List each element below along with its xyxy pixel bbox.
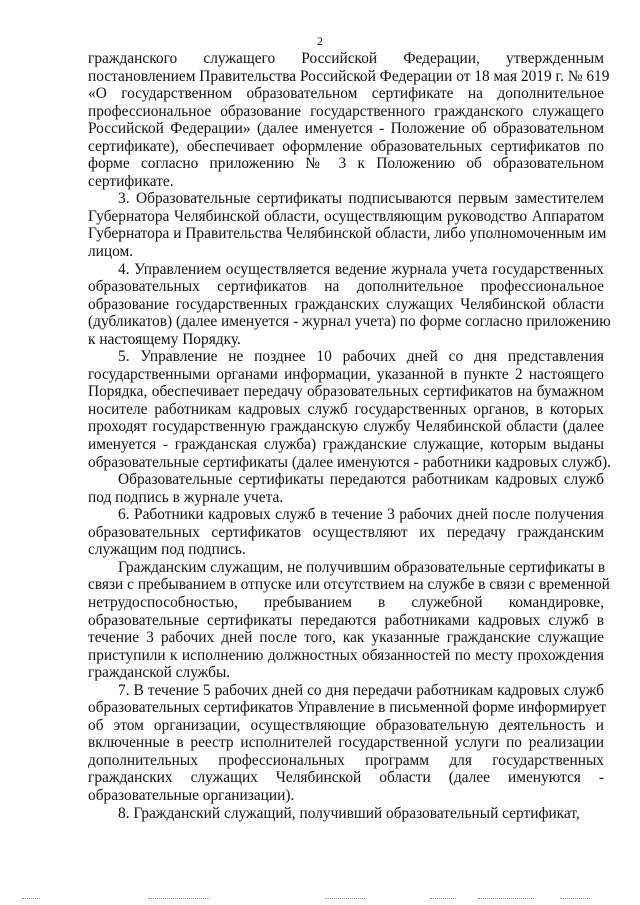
text-line: (дубликатов) (далее именуется - журнал учета) по форме согласно приложению	[88, 313, 611, 331]
text-line: государственными органами информации, указанной в пункте 2 настоящего	[88, 365, 604, 383]
text-line: Губернатора и Правительства Челябинской области, либо уполномоченным им	[88, 225, 607, 243]
paragraph	[88, 348, 611, 471]
text-line: образовательных сертификатов осуществляют их передачу гражданским	[88, 523, 604, 541]
text-line: 5. Управление не позднее 10 рабочих дней со дня представления	[118, 348, 604, 366]
text-line: служащим под подпись.	[88, 541, 246, 559]
page-number: 2	[317, 34, 323, 48]
text-line: нетрудоспособностью, пребыванием в служебной командировке,	[88, 593, 604, 611]
text-line: образовательные сертификаты передаются работниками кадровых служб в	[88, 611, 604, 629]
document-body	[88, 50, 611, 822]
text-line: сертификате.	[88, 172, 174, 190]
paragraph	[88, 190, 607, 261]
text-line: образовательных сертификатов Управление в письменной форме информирует	[88, 699, 607, 717]
text-line: Российской Федерации» (далее именуется - Положение об образовательном	[88, 120, 604, 138]
text-line: 8. Гражданский служащий, получивший образовательный сертификат,	[118, 804, 580, 822]
paragraph	[88, 558, 610, 682]
scan-edge-artifacts	[0, 895, 640, 901]
text-line: 3. Образовательные сертификаты подписываются первым заместителем	[118, 190, 604, 208]
paragraph	[88, 506, 604, 559]
text-line: к настоящему Порядку.	[88, 330, 241, 348]
paragraph	[88, 805, 604, 823]
text-line: Гражданским служащим, не получившим образовательные сертификаты в	[118, 558, 606, 576]
text-line: связи с пребыванием в отпуске или отсутствием на службе в связи с временной	[88, 576, 610, 594]
text-line: приступили к исполнению должностных обязанностей по месту прохождения	[88, 646, 604, 664]
text-line: 7. В течение 5 рабочих дней со дня передачи работникам кадровых служб	[118, 681, 604, 699]
paragraph	[88, 681, 607, 805]
text-line: гражданского служащего Российской Федерации, утвержденным	[88, 50, 604, 67]
text-line: включенные в реестр исполнителей государственной услуги по реализации	[88, 734, 604, 752]
text-line: 4. Управлением осуществляется ведение журнала учета государственных	[118, 260, 604, 278]
text-line: лицом.	[88, 243, 134, 261]
text-line: постановлением Правительства Российской Федерации от 18 мая 2019 г. № 619	[88, 67, 610, 85]
text-line: об этом организации, осуществляющие образовательную деятельность и	[88, 716, 604, 734]
text-line: Образовательные сертификаты передаются работникам кадровых служб	[118, 471, 604, 489]
text-line: гражданских служащих Челябинской области (далее именуются -	[88, 769, 604, 787]
text-line: Порядка, обеспечивает передачу образовательных сертификатов на бумажном	[88, 383, 604, 401]
text-line: 6. Работники кадровых служб в течение 3 рабочих дней после получения	[118, 506, 604, 524]
text-line: «О государственном образовательном сертификате на дополнительное	[88, 85, 604, 103]
text-line: именуется - гражданская служба) гражданские служащие, которым выданы	[88, 436, 604, 454]
text-line: под подпись в журнале учета.	[88, 488, 284, 506]
text-line: дополнительных профессиональных программ для государственных	[88, 751, 604, 769]
paragraph	[88, 260, 611, 349]
text-line: образование государственных гражданских служащих Челябинской области	[88, 295, 604, 313]
text-line: течение 3 рабочих дней после того, как указанные гражданские служащие	[88, 629, 604, 647]
text-line: носителе работникам кадровых служб государственных органов, в которых	[88, 400, 604, 418]
text-line: Губернатора Челябинской области, осуществляющим руководство Аппаратом	[88, 207, 604, 225]
paragraph	[88, 50, 610, 190]
text-line: сертификате), обеспечивает оформление образовательных сертификатов по	[88, 137, 604, 155]
text-line: образовательные организации).	[88, 786, 295, 804]
text-line: форме согласно приложению № 3 к Положению об образовательном	[88, 155, 604, 173]
paragraph	[88, 471, 604, 506]
text-line: образовательных сертификатов на дополнительное профессиональное	[88, 278, 604, 296]
text-line: образовательные сертификаты (далее именуются - работники кадровых служб).	[88, 453, 611, 471]
text-line: профессиональное образование государственного гражданского служащего	[88, 102, 604, 120]
text-line: гражданской службы.	[88, 664, 231, 682]
text-line: проходят государственную гражданскую службу Челябинской области (далее	[88, 418, 604, 436]
